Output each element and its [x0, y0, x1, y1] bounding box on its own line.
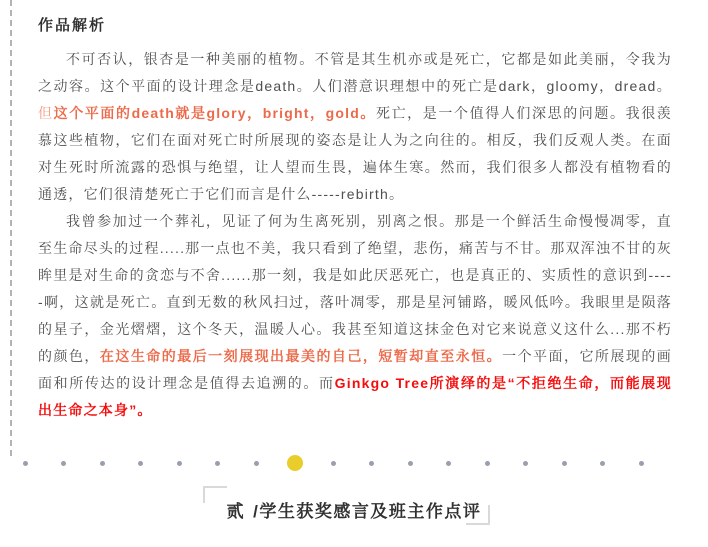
pagination-dot-slot [17, 455, 33, 471]
pagination-dot[interactable] [254, 461, 259, 466]
pagination-dot-slot [556, 455, 572, 471]
section-number: 贰 [226, 502, 246, 521]
text-segment: 我曾参加过一个葬礼，见证了何为生离死别，别离之恨。那是一个鲜活生命慢慢凋零，直至生命尽头的过程.....那一点也不美，我只看到了绝望，悲伤，痛苦与不甘。那双浑浊不甘的灰眸里是对生命的贪恋与不舍......那一刻，我是如此厌恶死亡，也是真正的、实质性的意识到-----啊，这就是死亡。直到无数的秋风扫过，落叶凋零，那是星河铺路，暖风低吟。我眼里是陨落的星子，金光熠熠，这个冬天，温暖人心。我甚至知道这抹金色对它来说意义这什么...那不朽的颜色， [38, 213, 672, 364]
pagination-dot-slot [94, 455, 110, 471]
article-paragraphs [38, 46, 672, 424]
pagination-dot[interactable] [446, 461, 451, 466]
pagination-dot-slot [325, 455, 341, 471]
text-segment: Ginkgo Tree所演绎的是“不拒绝生命，而能展现出生命之本身”。 [38, 375, 672, 418]
pagination-dot-slot [364, 455, 380, 471]
pagination-dot[interactable] [408, 461, 413, 466]
pagination-dot-slot [171, 455, 187, 471]
pagination-dot[interactable] [138, 461, 143, 466]
pagination-dot[interactable] [100, 461, 105, 466]
pagination-dot[interactable] [331, 461, 336, 466]
pagination-dot-slot [56, 455, 72, 471]
pagination-dots [17, 455, 649, 471]
pagination-dot-slot [595, 455, 611, 471]
pagination-dot-slot [248, 455, 264, 471]
pagination-dot-slot [479, 455, 495, 471]
paragraph [38, 46, 672, 208]
pagination-dot[interactable] [600, 461, 605, 466]
pagination-dot[interactable] [562, 461, 567, 466]
pagination-dot-active[interactable] [287, 455, 303, 471]
pagination-dot[interactable] [639, 461, 644, 466]
article [38, 14, 672, 424]
pagination-dot-slot [518, 455, 534, 471]
text-segment: 但 [38, 105, 54, 121]
section-title: /学生获奖感言及班主作点评 [253, 502, 482, 521]
pagination-dot-slot [287, 455, 303, 471]
pagination-dot-slot [133, 455, 149, 471]
pagination-dot-slot [402, 455, 418, 471]
pagination-dot-slot [210, 455, 226, 471]
pagination-dot[interactable] [369, 461, 374, 466]
pagination-dot[interactable] [61, 461, 66, 466]
text-segment: 在这生命的最后一刻展现出最美的自己，短暂却直至永恒。 [99, 348, 503, 364]
text-segment: 一个平面，它所展现的画面和所传达的设计理念是值得去追溯的。而 [38, 348, 673, 391]
pagination-dot-slot [633, 455, 649, 471]
pagination-dot[interactable] [523, 461, 528, 466]
pagination-dot[interactable] [23, 461, 28, 466]
text-segment: 死亡，是一个值得人们深思的问题。我很羡慕这些植物，它们在面对死亡时所展现的姿态是让人为之向往的。相反，我们反观人类。在面对生死时所流露的恐惧与绝望，让人望而生畏，遍体生寒。然而，我们很多人都没有植物看的通透，它们很清楚死亡于它们而言是什么-----rebirth。 [38, 105, 672, 202]
pagination-dot-slot [441, 455, 457, 471]
pagination-dot[interactable] [177, 461, 182, 466]
text-segment: 不可否认，银杏是一种美丽的植物。不管是其生机亦或是死亡，它都是如此美丽，令我为之动容。这个平面的设计理念是death。人们潜意识理想中的死亡是dark，gloomy，dread。 [38, 51, 672, 94]
pagination-dot[interactable] [215, 461, 220, 466]
article-heading: 作品解析 [38, 17, 107, 34]
paragraph [38, 208, 672, 424]
section-footer [0, 497, 708, 522]
left-dashed-border [10, 0, 12, 456]
text-segment: 这个平面的death就是glory，bright，gold。 [53, 105, 376, 121]
pagination-dot[interactable] [485, 461, 490, 466]
